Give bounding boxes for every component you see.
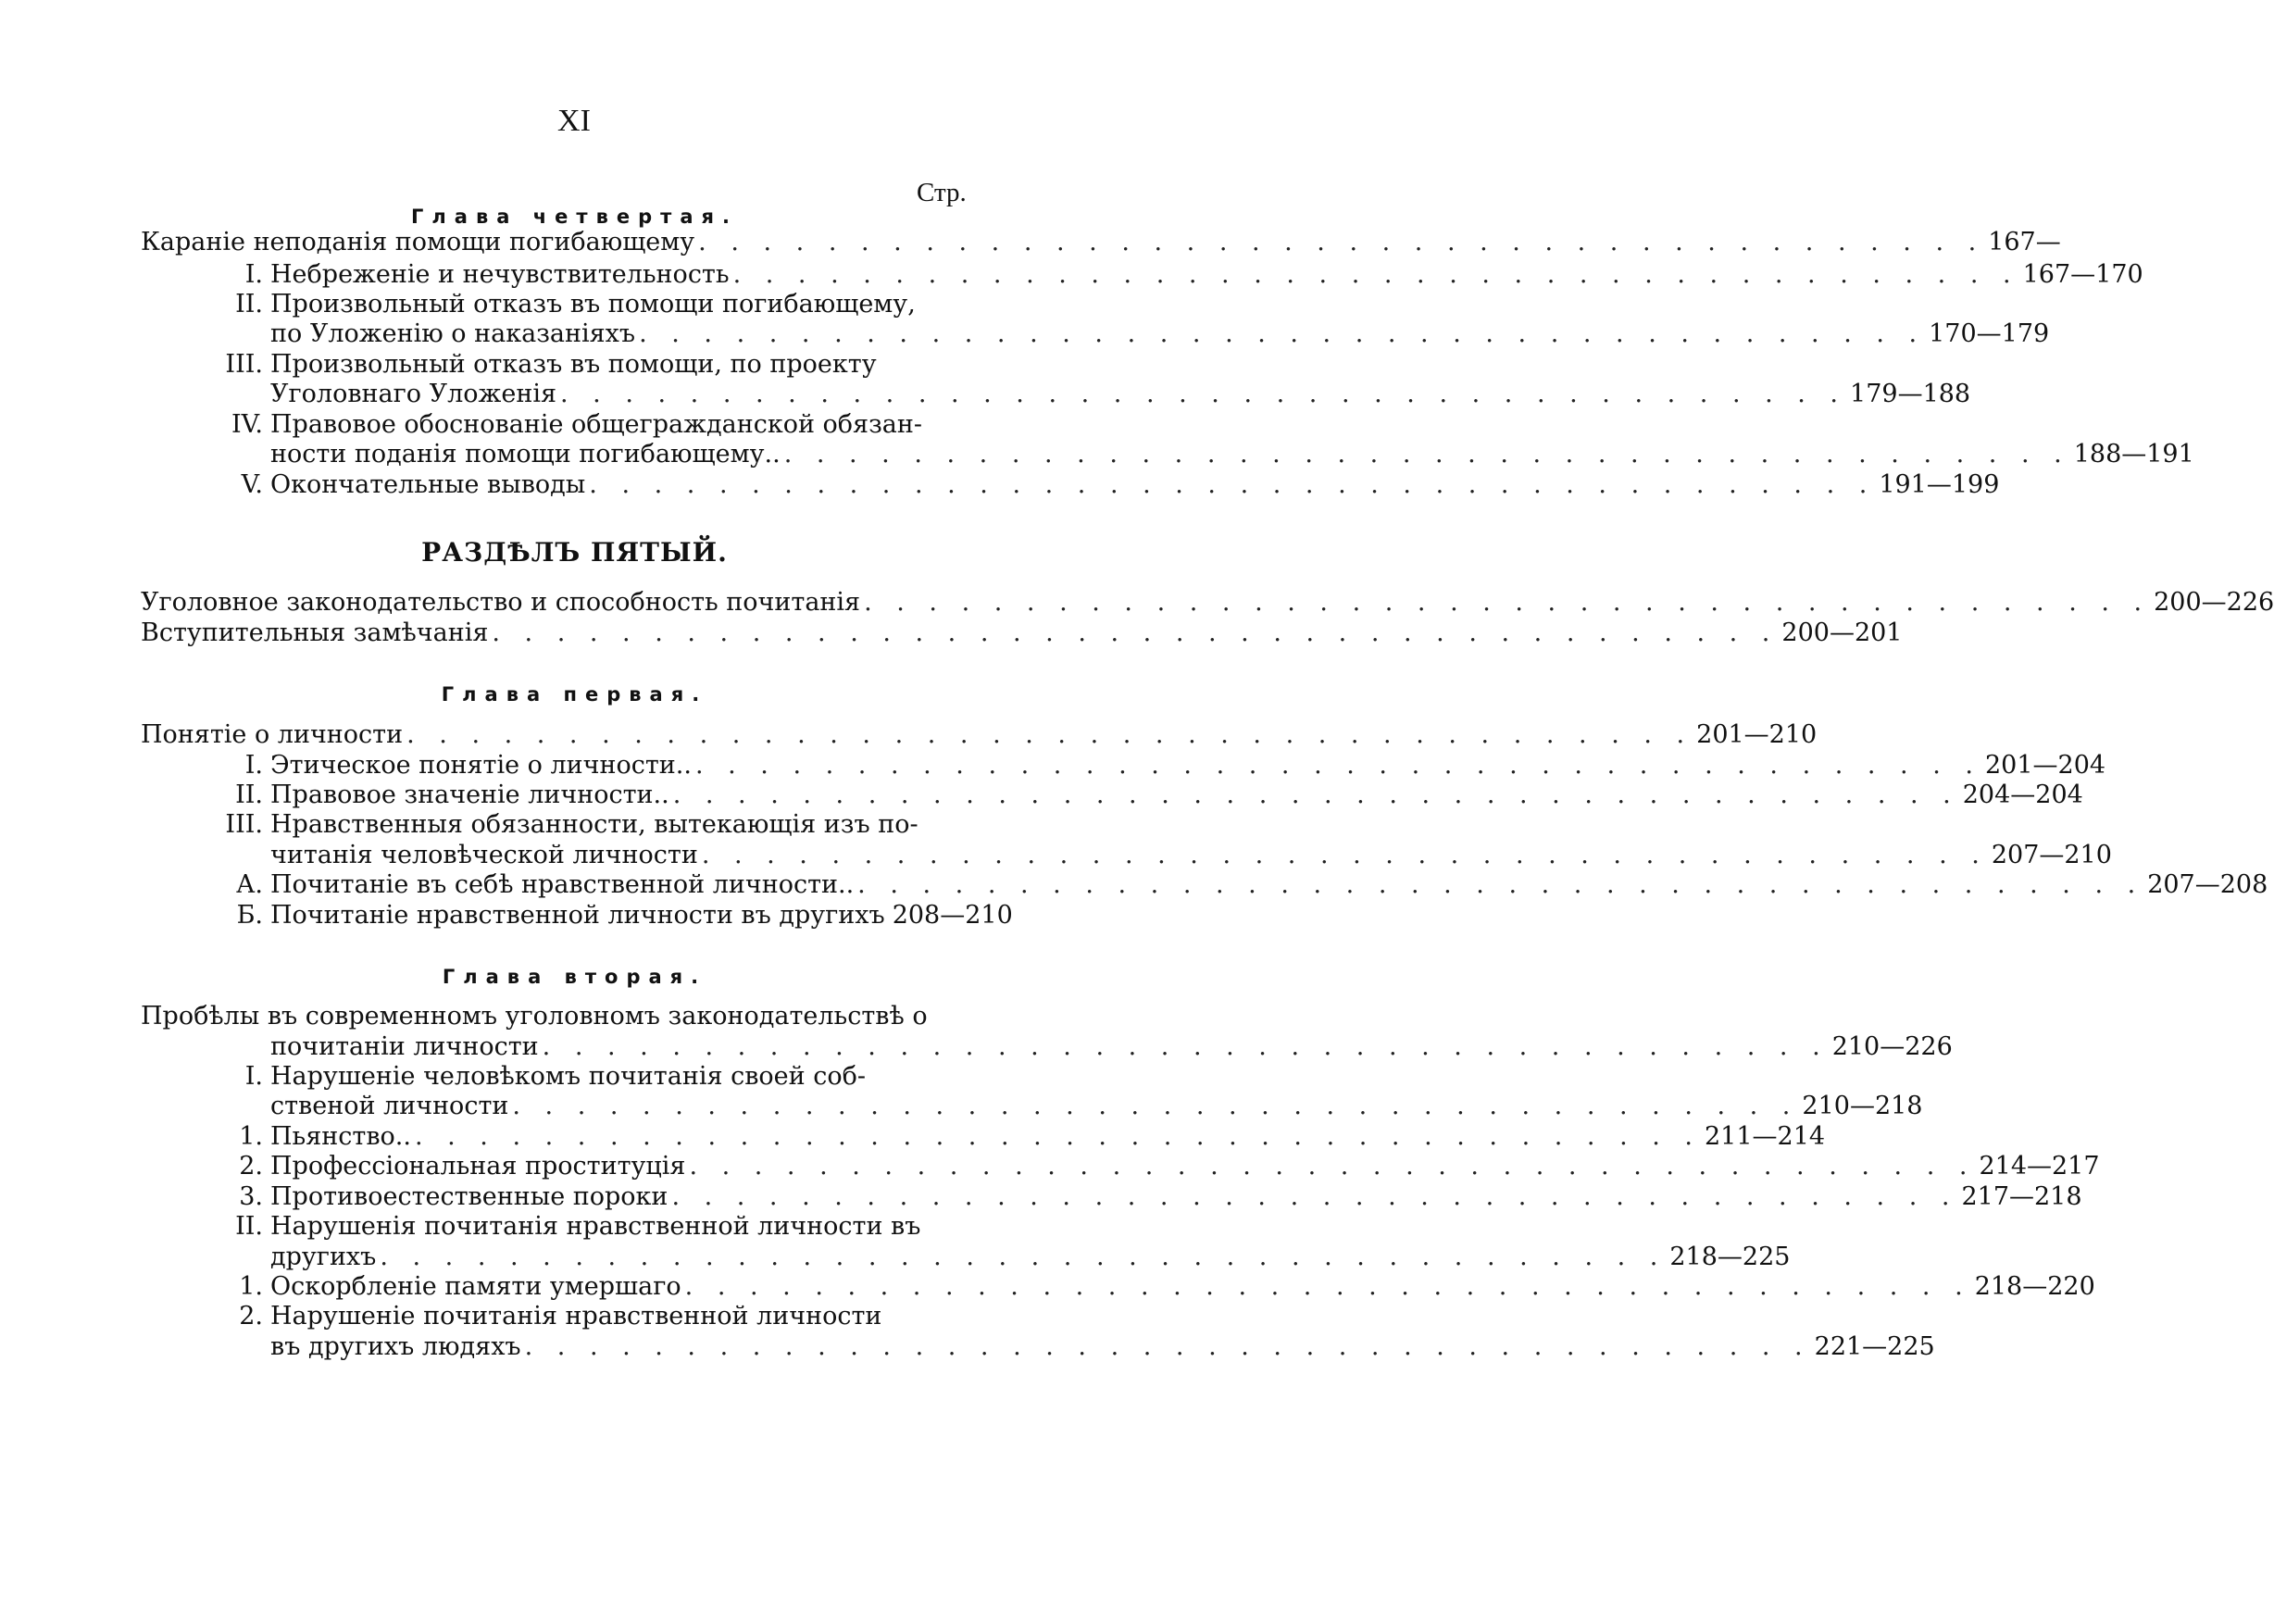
toc-entry-title: Уголовнаго Уложенія xyxy=(270,380,556,408)
toc-entry-pages: 191—199 xyxy=(1879,470,2000,499)
dot-leader: . . . . . . . . . . . . . . . . . . . . . . . . . . . . . . . . . . . . . . . . xyxy=(783,440,2070,468)
toc-entry[interactable] xyxy=(270,315,2050,348)
toc-entry-pages: 188—191 xyxy=(2073,440,2194,468)
toc-entry-number: 2. xyxy=(239,1302,263,1330)
toc-entry[interactable] xyxy=(235,285,981,319)
dot-leader: . . . . . . . . . . . . . . . . . . . . . . . . . . . . . . . . . . . . . . . . xyxy=(701,841,1988,869)
toc-entry-title: почитаніи личности xyxy=(270,1032,539,1061)
dot-leader: . . . . . . . . . . . . . . . . . . . . . . . . . . . . . . . . . . . . . . . . xyxy=(560,380,1847,408)
toc-entry[interactable] xyxy=(270,836,2112,869)
toc-entry-number: I. xyxy=(244,260,263,289)
toc-entry[interactable] xyxy=(270,1238,1791,1271)
toc-entry-pages: 208—210 xyxy=(892,901,1013,930)
toc-entry-title: по Уложенію о наказаніяхъ xyxy=(270,319,636,348)
toc-entry-title: Оскорбленіе памяти умершаго xyxy=(270,1272,681,1301)
page-number: XI xyxy=(557,104,591,138)
toc-entry-pages: 179—188 xyxy=(1850,380,1971,408)
toc-entry-number: 3. xyxy=(239,1182,263,1211)
toc-entry-pages: 200—201 xyxy=(1781,618,1903,647)
toc-entry-number: IV. xyxy=(231,410,263,439)
toc-entry-pages: 217—218 xyxy=(1961,1182,2082,1211)
dot-leader: . . . . . . . . . . . . . . . . . . . . . . . . . . . . . . . . . . . . . . . . xyxy=(732,260,2019,289)
toc-entry[interactable] xyxy=(225,345,981,379)
toc-entry-pages: 167—170 xyxy=(2022,260,2143,289)
toc-entry-number: 2. xyxy=(239,1152,263,1181)
toc-entry-title: читанія человѣческой личности xyxy=(270,841,698,869)
toc-entry-title: Уголовное законодательство и способность почитанія xyxy=(141,588,861,617)
toc-entry[interactable] xyxy=(241,466,2000,499)
toc-entry-title: Произвольный отказъ въ помощи погибающему, xyxy=(270,290,916,319)
toc-entry-number: II. xyxy=(235,290,263,319)
toc-entry-number: 1. xyxy=(239,1122,263,1151)
toc-entry-pages: 201—210 xyxy=(1696,720,1818,749)
toc-entry-title: Профессіональная проституція xyxy=(270,1152,686,1181)
toc-entry-pages: 201—204 xyxy=(1984,751,2106,780)
toc-entry[interactable] xyxy=(244,746,2106,780)
toc-entry-number: III. xyxy=(225,350,263,379)
toc-entry-pages: 170—179 xyxy=(1929,319,2050,348)
toc-entry[interactable] xyxy=(141,997,981,1031)
toc-entry[interactable] xyxy=(225,806,981,839)
toc-entry[interactable] xyxy=(239,1147,2100,1181)
toc-entry-pages: 210—218 xyxy=(1802,1092,1923,1120)
toc-entry[interactable] xyxy=(235,1207,981,1241)
toc-entry-title: Караніе неподанія помощи погибающему xyxy=(141,228,695,256)
toc-entry-title: Вступительныя замѣчанія xyxy=(141,618,489,647)
toc-entry-title: ности поданія помощи погибающему.. xyxy=(270,440,781,468)
dot-leader: . . . . . . . . . . . . . . . . . . . . . . . . . . . . . . . . . . . . . . . . xyxy=(524,1332,1811,1361)
toc-entry-title: Окончательные выводы xyxy=(270,470,586,499)
dot-leader: . . . . . . . . . . . . . . . . . . . . . . . . . . . . . . . . . . . . . . . . xyxy=(380,1243,1667,1271)
toc-entry[interactable] xyxy=(141,716,1818,749)
dot-leader: . . . . . . . . . . . . . . . . . . . . . . . . . . . . . . . . . . . . . . . . xyxy=(512,1092,1799,1120)
toc-entry-title: Почитаніе въ себѣ нравственной личности.. xyxy=(270,870,855,899)
toc-entry-title: Нарушенія почитанія нравственной личности въ xyxy=(270,1212,921,1241)
toc-entry-title: другихъ xyxy=(270,1243,377,1271)
toc-entry-title: въ другихъ людяхъ xyxy=(270,1332,521,1361)
dot-leader: . . . . . . . . . . . . . . . . . . . . . . . . . . . . . . . . . . . . . . . . xyxy=(698,228,1985,256)
toc-entry[interactable] xyxy=(141,583,2274,617)
dot-leader: . . . . . . . . . . . . . . . . . . . . . . . . . . . . . . . . . . . . . . . . xyxy=(406,720,1693,749)
dot-leader: . . . . . . . . . . . . . . . . . . . . . . . . . . . . . . . . . . . . . . . . xyxy=(864,588,2151,617)
dot-leader: . . . . . . . . . . . . . . . . . . . . . . . . . . . . . . . . . . . . . . . . xyxy=(589,470,1876,499)
toc-entry[interactable] xyxy=(235,776,2083,809)
toc-entry-number: II. xyxy=(235,1212,263,1241)
toc-entry-title: Нравственныя обязанности, вытекающія изъ по- xyxy=(270,810,918,839)
toc-entry-pages: 204—204 xyxy=(1962,781,2083,809)
dot-leader: . . . . . . . . . . . . . . . . . . . . . . . . . . . . . . . . . . . . . . . . xyxy=(639,319,1926,348)
dot-leader: . . . . . . . . . . . . . . . . . . . . . . . . . . . . . . . . . . . . . . . . xyxy=(492,618,1779,647)
dot-leader: . . . . . . . . . . . . . . . . . . . . . . . . . . . . . . . . . . . . . . . . xyxy=(689,1152,1976,1181)
toc-entry-title: ственой личности xyxy=(270,1092,509,1120)
toc-entry[interactable] xyxy=(141,223,2061,256)
toc-entry-title: Правовое значеніе личности.. xyxy=(270,781,669,809)
toc-entry-title: Этическое понятіе о личности.. xyxy=(270,751,692,780)
dot-leader: . . . . . . . . . . . . . . . . . . . . . . . . . . . . . . . . . . . . . . . . xyxy=(857,870,2144,899)
toc-entry[interactable] xyxy=(270,1028,1953,1061)
toc-entry-pages: 218—225 xyxy=(1669,1243,1791,1271)
toc-entry[interactable] xyxy=(270,375,1971,408)
dot-leader: . . . . . . . . . . . . . . . . . . . . . . . . . . . . . . . . . . . . . . . . xyxy=(414,1122,1701,1151)
dot-leader: . . . . . . . . . . . . . . . . . . . . . . . . . . . . . . . . . . . . . . . . xyxy=(694,751,1981,780)
toc-entry[interactable] xyxy=(239,1118,1826,1151)
toc-entry[interactable] xyxy=(270,1087,1923,1120)
toc-entry[interactable] xyxy=(244,1057,981,1091)
toc-entry-title: Противоестественные пороки xyxy=(270,1182,668,1211)
toc-entry-title: Нарушеніе почитанія нравственной личности xyxy=(270,1302,882,1330)
toc-entry[interactable] xyxy=(141,614,1903,647)
chapter-heading: Глава первая. xyxy=(441,683,708,706)
toc-entry-number: III. xyxy=(225,810,263,839)
toc-entry[interactable] xyxy=(270,435,2194,468)
toc-entry[interactable] xyxy=(244,256,2143,289)
toc-entry-pages: 210—226 xyxy=(1831,1032,1953,1061)
toc-entry-number: 1. xyxy=(239,1272,263,1301)
toc-entry-number: А. xyxy=(235,870,263,899)
chapter-heading: Глава четвертая. xyxy=(411,206,738,228)
toc-entry-number: I. xyxy=(244,751,263,780)
toc-entry[interactable] xyxy=(239,1268,2095,1301)
section-heading: РАЗДѢЛЪ ПЯТЫЙ. xyxy=(421,537,728,568)
dot-leader: . . . . . . . . . . . . . . . . . . . . . . . . . . . . . . . . . . . . . . . . xyxy=(684,1272,1971,1301)
toc-entry-number: II. xyxy=(235,781,263,809)
toc-entry-pages: 214—217 xyxy=(1979,1152,2100,1181)
toc-entry[interactable] xyxy=(235,866,2268,899)
toc-entry-title: Небреженіе и нечувствительность xyxy=(270,260,730,289)
toc-entry-title: Понятіе о личности xyxy=(141,720,404,749)
dot-leader: . . . . . . . . . . . . . . . . . . . . . . . . . . . . . . . . . . . . . . . . xyxy=(542,1032,1829,1061)
toc-entry-title: Произвольный отказъ въ помощи, по проекту xyxy=(270,350,877,379)
toc-entry[interactable] xyxy=(236,896,1013,930)
dot-leader: . . . . . . . . . . . . . . . . . . . . . . . . . . . . . . . . . . . . . . . . xyxy=(671,1182,1958,1211)
toc-entry-pages: 207—210 xyxy=(1991,841,2112,869)
toc-entry-pages: 221—225 xyxy=(1814,1332,1935,1361)
toc-entry[interactable] xyxy=(239,1297,981,1330)
chapter-heading: Глава вторая. xyxy=(442,966,707,988)
toc-entry-number: I. xyxy=(244,1062,263,1091)
toc-entry-number: V. xyxy=(241,470,263,499)
toc-entry-title: Пьянство.. xyxy=(270,1122,411,1151)
toc-entry-number: Б. xyxy=(236,901,263,930)
toc-entry-pages: 200—226 xyxy=(2154,588,2274,617)
toc-entry-pages: 167— xyxy=(1988,228,2061,256)
toc-entry-title: Правовое обоснованіе общегражданской обязан- xyxy=(270,410,923,439)
toc-entry[interactable] xyxy=(270,1328,1935,1361)
toc-entry-title: Почитаніе нравственной личности въ другихъ xyxy=(270,901,885,930)
dot-leader: . . . . . . . . . . . . . . . . . . . . . . . . . . . . . . . . . . . . . . . . xyxy=(672,781,1959,809)
toc-entry-pages: 207—208 xyxy=(2147,870,2268,899)
toc-entry-pages: 211—214 xyxy=(1705,1122,1826,1151)
toc-entry-title: Пробѣлы въ современномъ уголовномъ законодательствѣ о xyxy=(141,1002,928,1031)
toc-entry[interactable] xyxy=(239,1178,2082,1211)
page-column-label: Стр. xyxy=(917,178,967,207)
toc-entry-title: Нарушеніе человѣкомъ почитанія своей соб- xyxy=(270,1062,866,1091)
toc-entry[interactable] xyxy=(231,406,981,439)
toc-entry-pages: 218—220 xyxy=(1974,1272,2095,1301)
